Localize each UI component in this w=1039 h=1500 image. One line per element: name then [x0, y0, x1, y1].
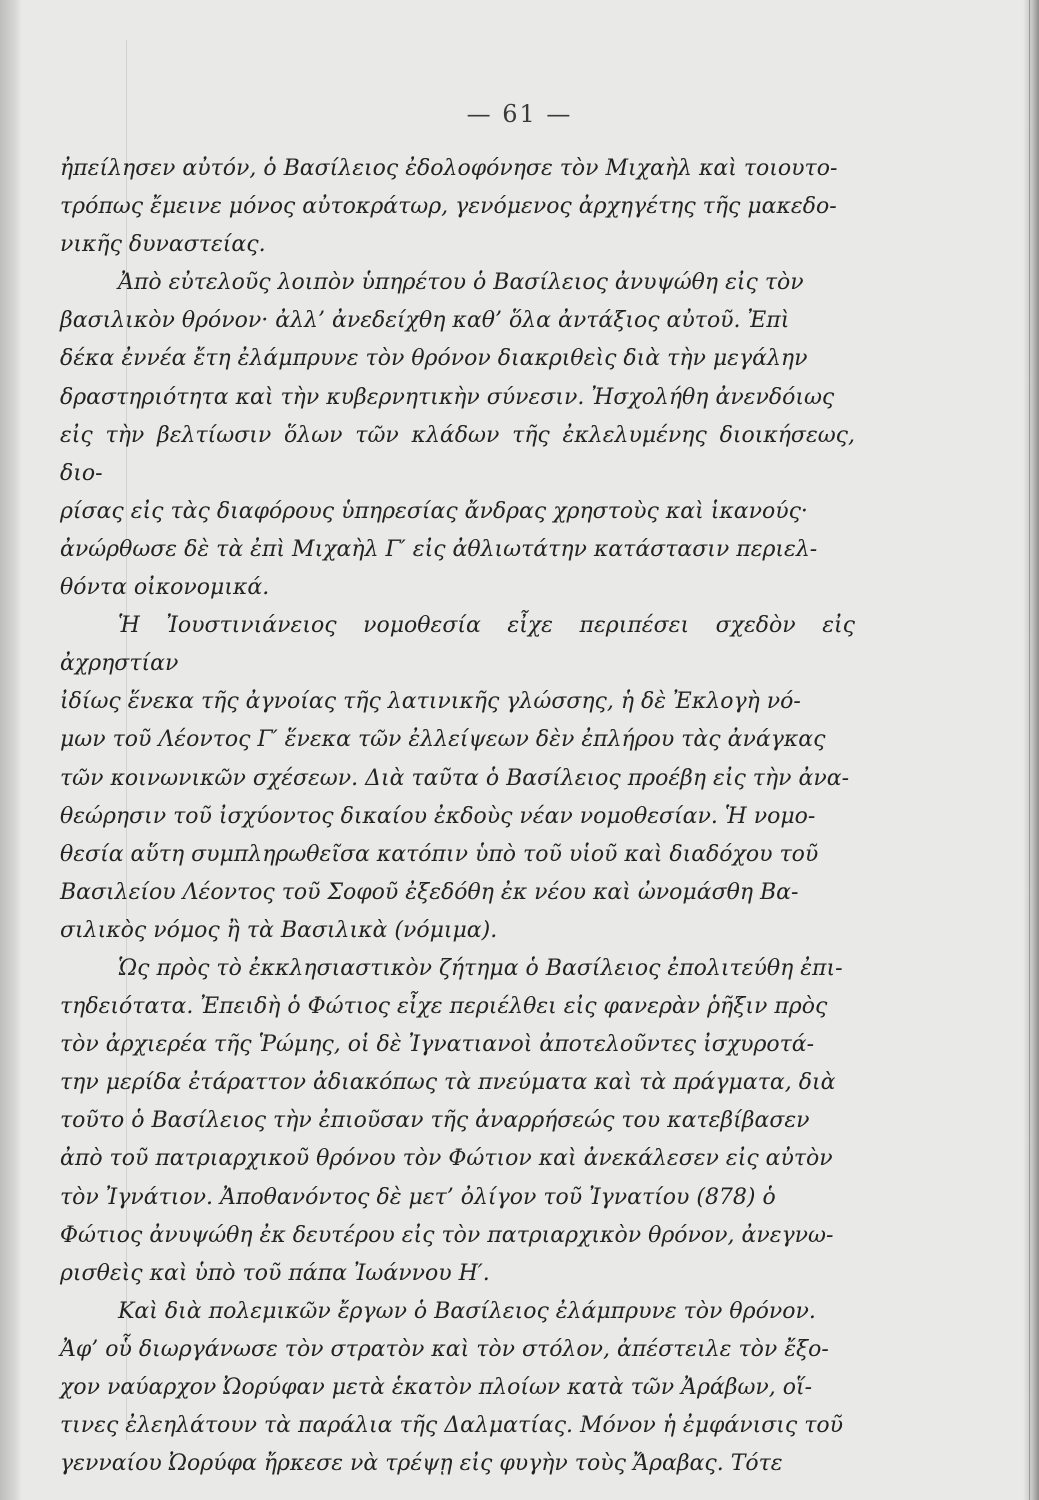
text-line: ἠπείλησεν αὐτόν, ὁ Βασίλειος ἐδολοφόνησε τὸν Μιχαὴλ καὶ τοιουτο-: [60, 156, 838, 181]
text-line: την μερίδα ἐτάραττον ἀδιακόπως τὰ πνεύματα καὶ τὰ πράγματα, διὰ: [60, 1070, 836, 1096]
text-line: τοῦτο ὁ Βασίλειος τὴν ἐπιοῦσαν τῆς ἀναρρήσεώς του κατεβίβασεν: [60, 1108, 810, 1134]
text-line: τρόπως ἔμεινε μόνος αὐτοκράτωρ, γενόμενος ἀρχηγέτης τῆς μακεδο-: [60, 194, 837, 220]
text-line: δέκα ἐννέα ἔτη ἐλάμπρυνε τὸν θρόνον διακριθεὶς διὰ τὴν μεγάλην: [60, 346, 808, 372]
page-edge: [1023, 0, 1039, 1500]
page-number: — 61 —: [466, 100, 573, 128]
text-line: θεσία αὕτη συμπληρωθεῖσα κατόπιν ὑπὸ τοῦ υἱοῦ καὶ διαδόχου τοῦ: [60, 841, 819, 867]
text-line: Καὶ διὰ πολεμικῶν ἔργων ὁ Βασίλειος ἐλάμπρυνε τὸν θρόνον.: [118, 1298, 816, 1324]
text-line: εἰς τὴν βελτίωσιν ὅλων τῶν κλάδων τῆς ἐκλελυμένης διοικήσεως, διο-: [60, 422, 855, 486]
text-line: Ἀφ’ οὗ διωργάνωσε τὸν στρατὸν καὶ τὸν στόλον, ἀπέστειλε τὸν ἔξο-: [60, 1336, 829, 1362]
text-line: νικῆς δυναστείας.: [60, 232, 266, 258]
text-line: δραστηριότητα καὶ τὴν κυβερνητικὴν σύνεσιν. Ἠσχολήθη ἀνενδόιως: [60, 384, 835, 410]
text-line: ἰδίως ἕνεκα τῆς ἀγνοίας τῆς λατινικῆς γλώσσης, ἡ δὲ Ἐκλογὴ νό-: [60, 689, 801, 715]
text-line: ἀπὸ τοῦ πατριαρχικοῦ θρόνου τὸν Φώτιον καὶ ἀνεκάλεσεν εἰς αὐτὸν: [60, 1146, 833, 1172]
text-line: βασιλικὸν θρόνον· ἀλλ’ ἀνεδείχθη καθ’ ὅλα ἀντάξιος αὐτοῦ. Ἐπὶ: [60, 308, 790, 334]
text-line: γενναίου Ὠορύφα ἤρκεσε νὰ τρέψῃ εἰς φυγὴν τοὺς Ἄραβας. Τότε: [60, 1451, 783, 1477]
body-text: [60, 150, 855, 1483]
text-line: σιλικὸς νόμος ἢ τὰ Βασιλικὰ (νόμιμα).: [60, 917, 498, 943]
text-line: θεώρησιν τοῦ ἰσχύοντος δικαίου ἐκδοὺς νέαν νομοθεσίαν. Ἡ νομο-: [60, 803, 816, 829]
text-line: Ὡς πρὸς τὸ ἐκκλησιαστικὸν ζήτημα ὁ Βασίλειος ἐπολιτεύθη ἐπι-: [118, 955, 843, 981]
text-line: τινες ἐλεηλάτουν τὰ παράλια τῆς Δαλματίας. Μόνον ἡ ἐμφάνισις τοῦ: [60, 1413, 844, 1439]
text-line: ρίσας εἰς τὰς διαφόρους ὑπηρεσίας ἄνδρας χρηστοὺς καὶ ἱκανούς·: [60, 498, 808, 524]
text-line: ρισθεὶς καὶ ὑπὸ τοῦ πάπα Ἰωάννου Η′.: [60, 1260, 490, 1286]
text-line: τῶν κοινωνικῶν σχέσεων. Διὰ ταῦτα ὁ Βασίλειος προέβη εἰς τὴν ἀνα-: [60, 765, 850, 791]
binding-shadow: [0, 0, 22, 1500]
text-line: χον ναύαρχον Ὠορύφαν μετὰ ἑκατὸν πλοίων κατὰ τῶν Ἀράβων, οἵ-: [60, 1375, 813, 1400]
text-line: Ἀπὸ εὐτελοῦς λοιπὸν ὑπηρέτου ὁ Βασίλειος ἀνυψώθη εἰς τὸν: [118, 270, 804, 296]
text-line: Βασιλείου Λέοντος τοῦ Σοφοῦ ἐξεδόθη ἐκ νέου καὶ ὠνομάσθη Βα-: [60, 879, 799, 905]
text-line: Φώτιος ἀνυψώθη ἐκ δευτέρου εἰς τὸν πατριαρχικὸν θρόνον, ἀνεγνω-: [60, 1222, 834, 1248]
text-line: τὸν Ἰγνάτιον. Ἀποθανόντος δὲ μετ’ ὀλίγον τοῦ Ἰγνατίου (878) ὁ: [60, 1184, 776, 1210]
text-line: μων τοῦ Λέοντος Γ′ ἕνεκα τῶν ἐλλείψεων δὲν ἐπλήρου τὰς ἀνάγκας: [60, 727, 826, 753]
text-line: ἀνώρθωσε δὲ τὰ ἐπὶ Μιχαὴλ Γ′ εἰς ἀθλιωτάτην κατάστασιν περιελ-: [60, 536, 818, 562]
text-line: τὸν ἀρχιερέα τῆς Ῥώμης, οἱ δὲ Ἰγνατιανοὶ ἀποτελοῦντες ἰσχυροτά-: [60, 1032, 815, 1058]
text-line: θόντα οἰκονομικά.: [60, 575, 270, 601]
text-line: τηδειότατα. Ἐπειδὴ ὁ Φώτιος εἶχε περιέλθει εἰς φανερὰν ῥῆξιν πρὸς: [60, 994, 828, 1020]
text-line: Ἡ Ἰουστινιάνειος νομοθεσία εἶχε περιπέσει σχεδὸν εἰς ἀχρηστίαν: [60, 613, 855, 677]
